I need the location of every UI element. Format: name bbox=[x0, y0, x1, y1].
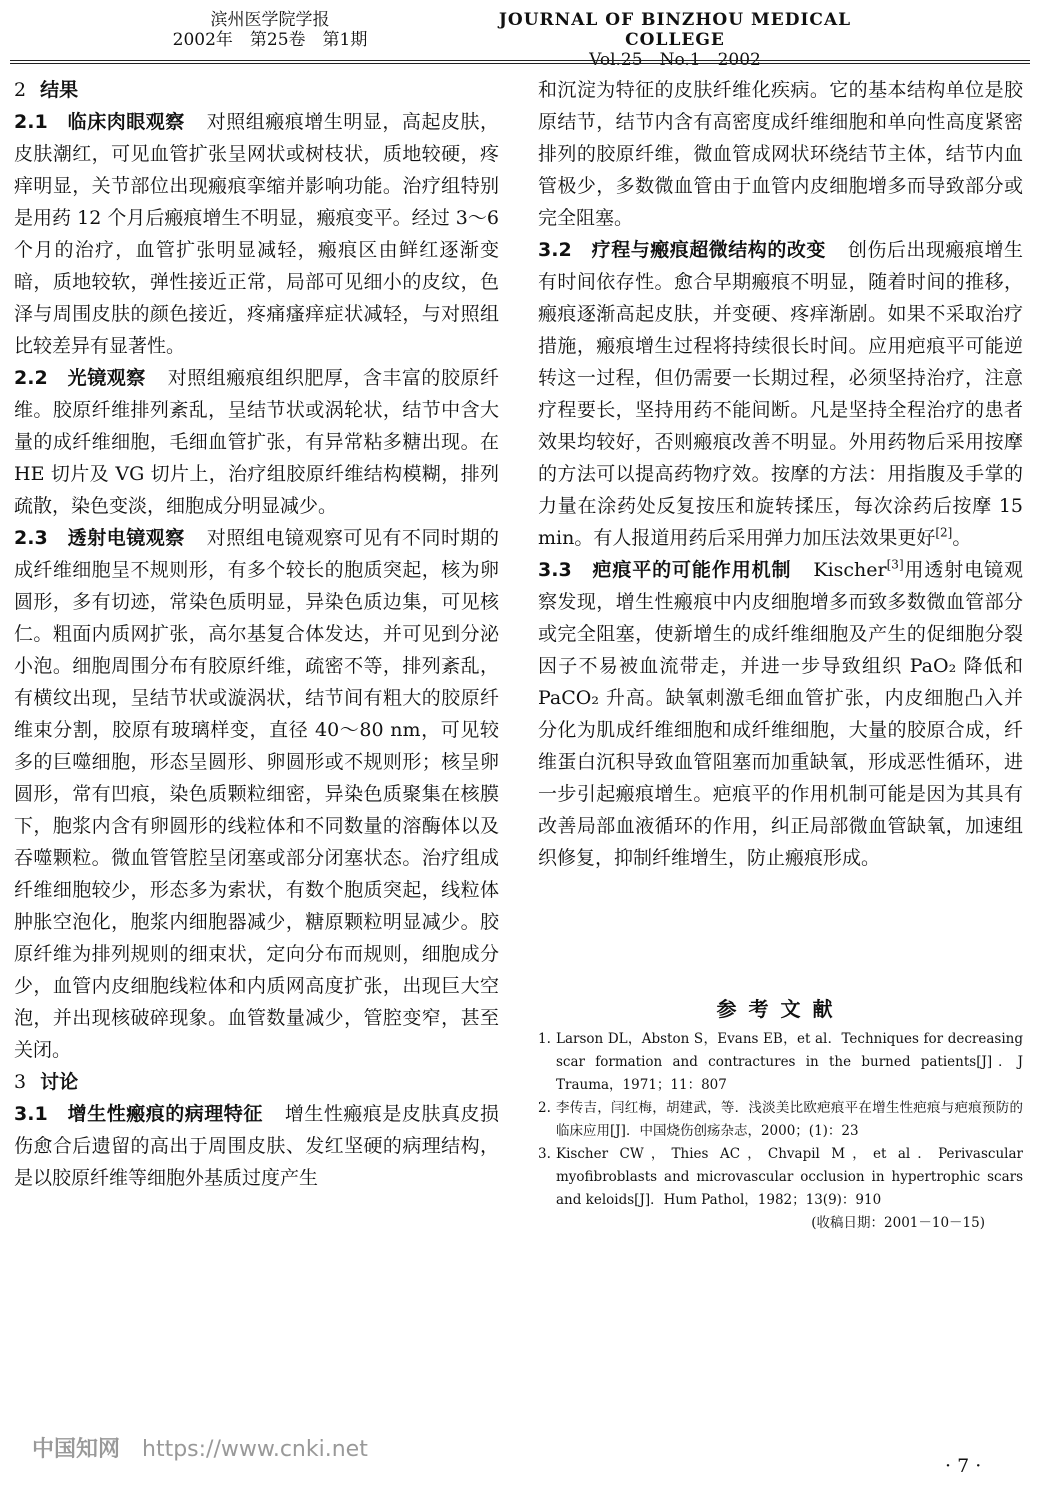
cnki-url[interactable]: https://www.cnki.net bbox=[142, 1437, 368, 1462]
paragraph-2-1 bbox=[14, 106, 499, 362]
left-column bbox=[14, 74, 499, 1194]
reference-text: Larson DL，Abston S，Evans EB，et al．Techniques for decreasing scar formation and contractures in the burned patients[J]．J Trauma，1971；11：807 bbox=[556, 1031, 1023, 1093]
references-list bbox=[538, 1028, 1023, 1235]
paragraph-text: 对照组电镜观察可见有不同时期的成纤维细胞呈不规则形，有多个较长的胞质突起，核为卵圆形，多有切迹，常染色质明显，异染色质边集，可见核仁。粗面内质网扩张，高尔基复合体发达，并可见到分泌小泡。细胞周围分布有胶原纤维，疏密不等，排列紊乱，有横纹出现，呈结节状或漩涡状，结节间有粗大的胶原纤维束分割，胶原有玻璃样变，直径 40～80 nm，可见较多的巨噬细胞，形态呈圆形、卵圆形或不规则形；核呈卵圆形，常有凹痕，染色质颗粒细密，异染色质聚集在核膜下，胞浆内含有卵圆形的线粒体和不同数量的溶酶体以及吞噬颗粒。微血管管腔呈闭塞或部分闭塞状态。治疗组成纤维细胞较少，形态多为索状，有数个胞质突起，线粒体肿胀空泡化，胞浆内细胞器减少，糖原颗粒明显减少。胶原纤维为排列规则的细束状，定向分布而规则，细胞成分少，血管内皮细胞线粒体和内质网高度扩张，出现巨大空泡，并出现核破碎现象。血管数量减少，管腔变窄，甚至关闭。 bbox=[14, 527, 499, 1061]
paragraph-text: 对照组瘢痕组织肥厚，含丰富的胶原纤维。胶原纤维排列紊乱，呈结节状或涡轮状，结节中含大量的成纤维细胞，毛细血管扩张，有异常粘多糖出现。在 HE 切片及 VG 切片上，治疗组胶原纤维结构模糊，排列疏散，染色变淡，细胞成分明显减少。 bbox=[14, 367, 499, 517]
issue-info-en: Vol.25 No.1 2002 bbox=[589, 50, 761, 70]
citation-marker: [2] bbox=[935, 525, 953, 540]
journal-name-en: JOURNAL OF BINZHOU MEDICAL COLLEGE bbox=[498, 10, 852, 50]
reference-text: Kischer CW，Thies AC，Chvapil M，et al．Perivascular myofibroblasts and microvascular occlusion in hypertrophic scars and keloids[J]．Hum Pathol，1982；13(9)：910 bbox=[556, 1146, 1023, 1208]
paragraph-text: 对照组瘢痕增生明显，高起皮肤，皮肤潮红，可见血管扩张呈网状或树枝状，质地较硬，疼痒明显，关节部位出现瘢痕挛缩并影响功能。治疗组特别是用药 12 个月后瘢痕增生不明显，瘢痕变平。经过 3～6 个月的治疗，血管扩张明显减轻，瘢痕区由鲜红逐渐变暗，质地较软，弹性接近正常，局部可见细小的皮纹，色泽与周围皮肤的颜色接近，疼痛瘙痒症状减轻，与对照组比较差异有显著性。 bbox=[14, 111, 499, 357]
journal-name-cn: 滨州医学院学报 bbox=[210, 10, 330, 30]
issue-info-cn: 2002年 第25卷 第1期 bbox=[172, 30, 368, 50]
author-name: Kischer bbox=[813, 559, 887, 581]
header-left bbox=[150, 10, 390, 50]
subsection-heading: 2.1 临床肉眼观察 bbox=[14, 111, 185, 133]
paragraph-2-2 bbox=[14, 362, 499, 522]
reference-item bbox=[538, 1028, 1023, 1097]
subsection-heading: 3.2 疗程与瘢痕超微结构的改变 bbox=[538, 239, 826, 261]
paragraph-text: 创伤后出现瘢痕增生有时间依存性。愈合早期瘢痕不明显，随着时间的推移，瘢痕逐渐高起皮肤，并变硬、疼痒渐剧。如果不采取治疗措施，瘢痕增生过程将持续很长时间。应用疤痕平可能逆转这一过程，但仍需要一长期过程，必须坚持治疗，注意疗程要长，坚持用药不能间断。凡是坚持全程治疗的患者效果均较好，否则瘢痕改善不明显。外用药物后采用按摩的方法可以提高药物疗效。按摩的方法：用指腹及手掌的力量在涂药处反复按压和旋转揉压，每次涂药后按摩 15 min。有人报道用药后采用弹力加压法效果更好 bbox=[538, 239, 1023, 549]
subsection-heading: 2.3 透射电镜观察 bbox=[14, 527, 185, 549]
section-title: 结果 bbox=[40, 79, 79, 101]
paragraph-3-1-continued: 和沉淀为特征的皮肤纤维化疾病。它的基本结构单位是胶原结节，结节内含有高密度成纤维细胞和单向性高度紧密排列的胶原纤维，微血管成网状环绕结节主体，结节内血管极少，多数微血管由于血管内皮细胞增多而导致部分或完全阻塞。 bbox=[538, 79, 1023, 229]
header-rule-top bbox=[10, 60, 1030, 61]
reference-text: 李传吉，闫红梅，胡建武，等．浅淡美比欧疤痕平在增生性疤痕与疤痕预防的临床应用[J]．中国烧伤创疡杂志，2000；(1)：23 bbox=[556, 1100, 1023, 1139]
section-heading-discussion bbox=[14, 1066, 499, 1098]
subsection-heading: 3.1 增生性瘢痕的病理特征 bbox=[14, 1103, 263, 1125]
header-right bbox=[470, 10, 880, 70]
reference-number: 1. bbox=[538, 1031, 551, 1047]
citation-marker: [3] bbox=[886, 557, 904, 572]
reference-number: 2. bbox=[538, 1100, 551, 1116]
subsection-heading: 2.2 光镜观察 bbox=[14, 367, 146, 389]
journal-header bbox=[0, 0, 1038, 70]
right-column bbox=[538, 74, 1023, 874]
subsection-heading: 3.3 疤痕平的可能作用机制 bbox=[538, 559, 792, 581]
paragraph-3-3 bbox=[538, 554, 1023, 874]
paragraph-3-2 bbox=[538, 234, 1023, 554]
paragraph-3-1 bbox=[14, 1098, 499, 1194]
paragraph-end: 。 bbox=[952, 527, 972, 549]
section-heading-results bbox=[14, 74, 499, 106]
header-rule-bottom bbox=[10, 63, 1030, 64]
reference-item bbox=[538, 1143, 1023, 1212]
watermark-footer bbox=[32, 1432, 368, 1463]
received-date: (收稿日期：2001－10－15) bbox=[811, 1215, 985, 1231]
section-title: 讨论 bbox=[40, 1071, 79, 1093]
section-number: 3 bbox=[14, 1071, 27, 1093]
paragraph-text: 用透射电镜观察发现，增生性瘢痕中内皮细胞增多而致多数微血管部分或完全阻塞，使新增生的成纤维细胞及产生的促细胞分裂因子不易被血流带走，并进一步导致组织 PaO₂ 降低和 PaCO₂ 升高。缺氧刺激毛细血管扩张，内皮细胞凸入并分化为肌成纤维细胞和成纤维细胞，大量的胶原合成，纤维蛋白沉积导致血管阻塞而加重缺氧，形成恶性循环，进一步引起瘢痕增生。疤痕平的作用机制可能是因为其具有改善局部血液循环的作用，纠正局部微血管缺氧，加速组织修复，抑制纤维增生，防止瘢痕形成。 bbox=[538, 559, 1023, 869]
references-title: 参考文献 bbox=[716, 997, 845, 1021]
paragraph-2-3 bbox=[14, 522, 499, 1066]
paragraph-text: 增生性瘢痕是皮肤真皮损伤愈合后遗留的高出于周围皮肤、发红坚硬的病理结构，是以胶原纤维等细胞外基质过度产生 bbox=[14, 1103, 499, 1189]
section-number: 2 bbox=[14, 79, 27, 101]
page-number: · 7 · bbox=[945, 1455, 982, 1477]
reference-item bbox=[538, 1097, 1023, 1143]
cnki-brand: 中国知网 bbox=[32, 1437, 121, 1462]
reference-number: 3. bbox=[538, 1146, 551, 1162]
